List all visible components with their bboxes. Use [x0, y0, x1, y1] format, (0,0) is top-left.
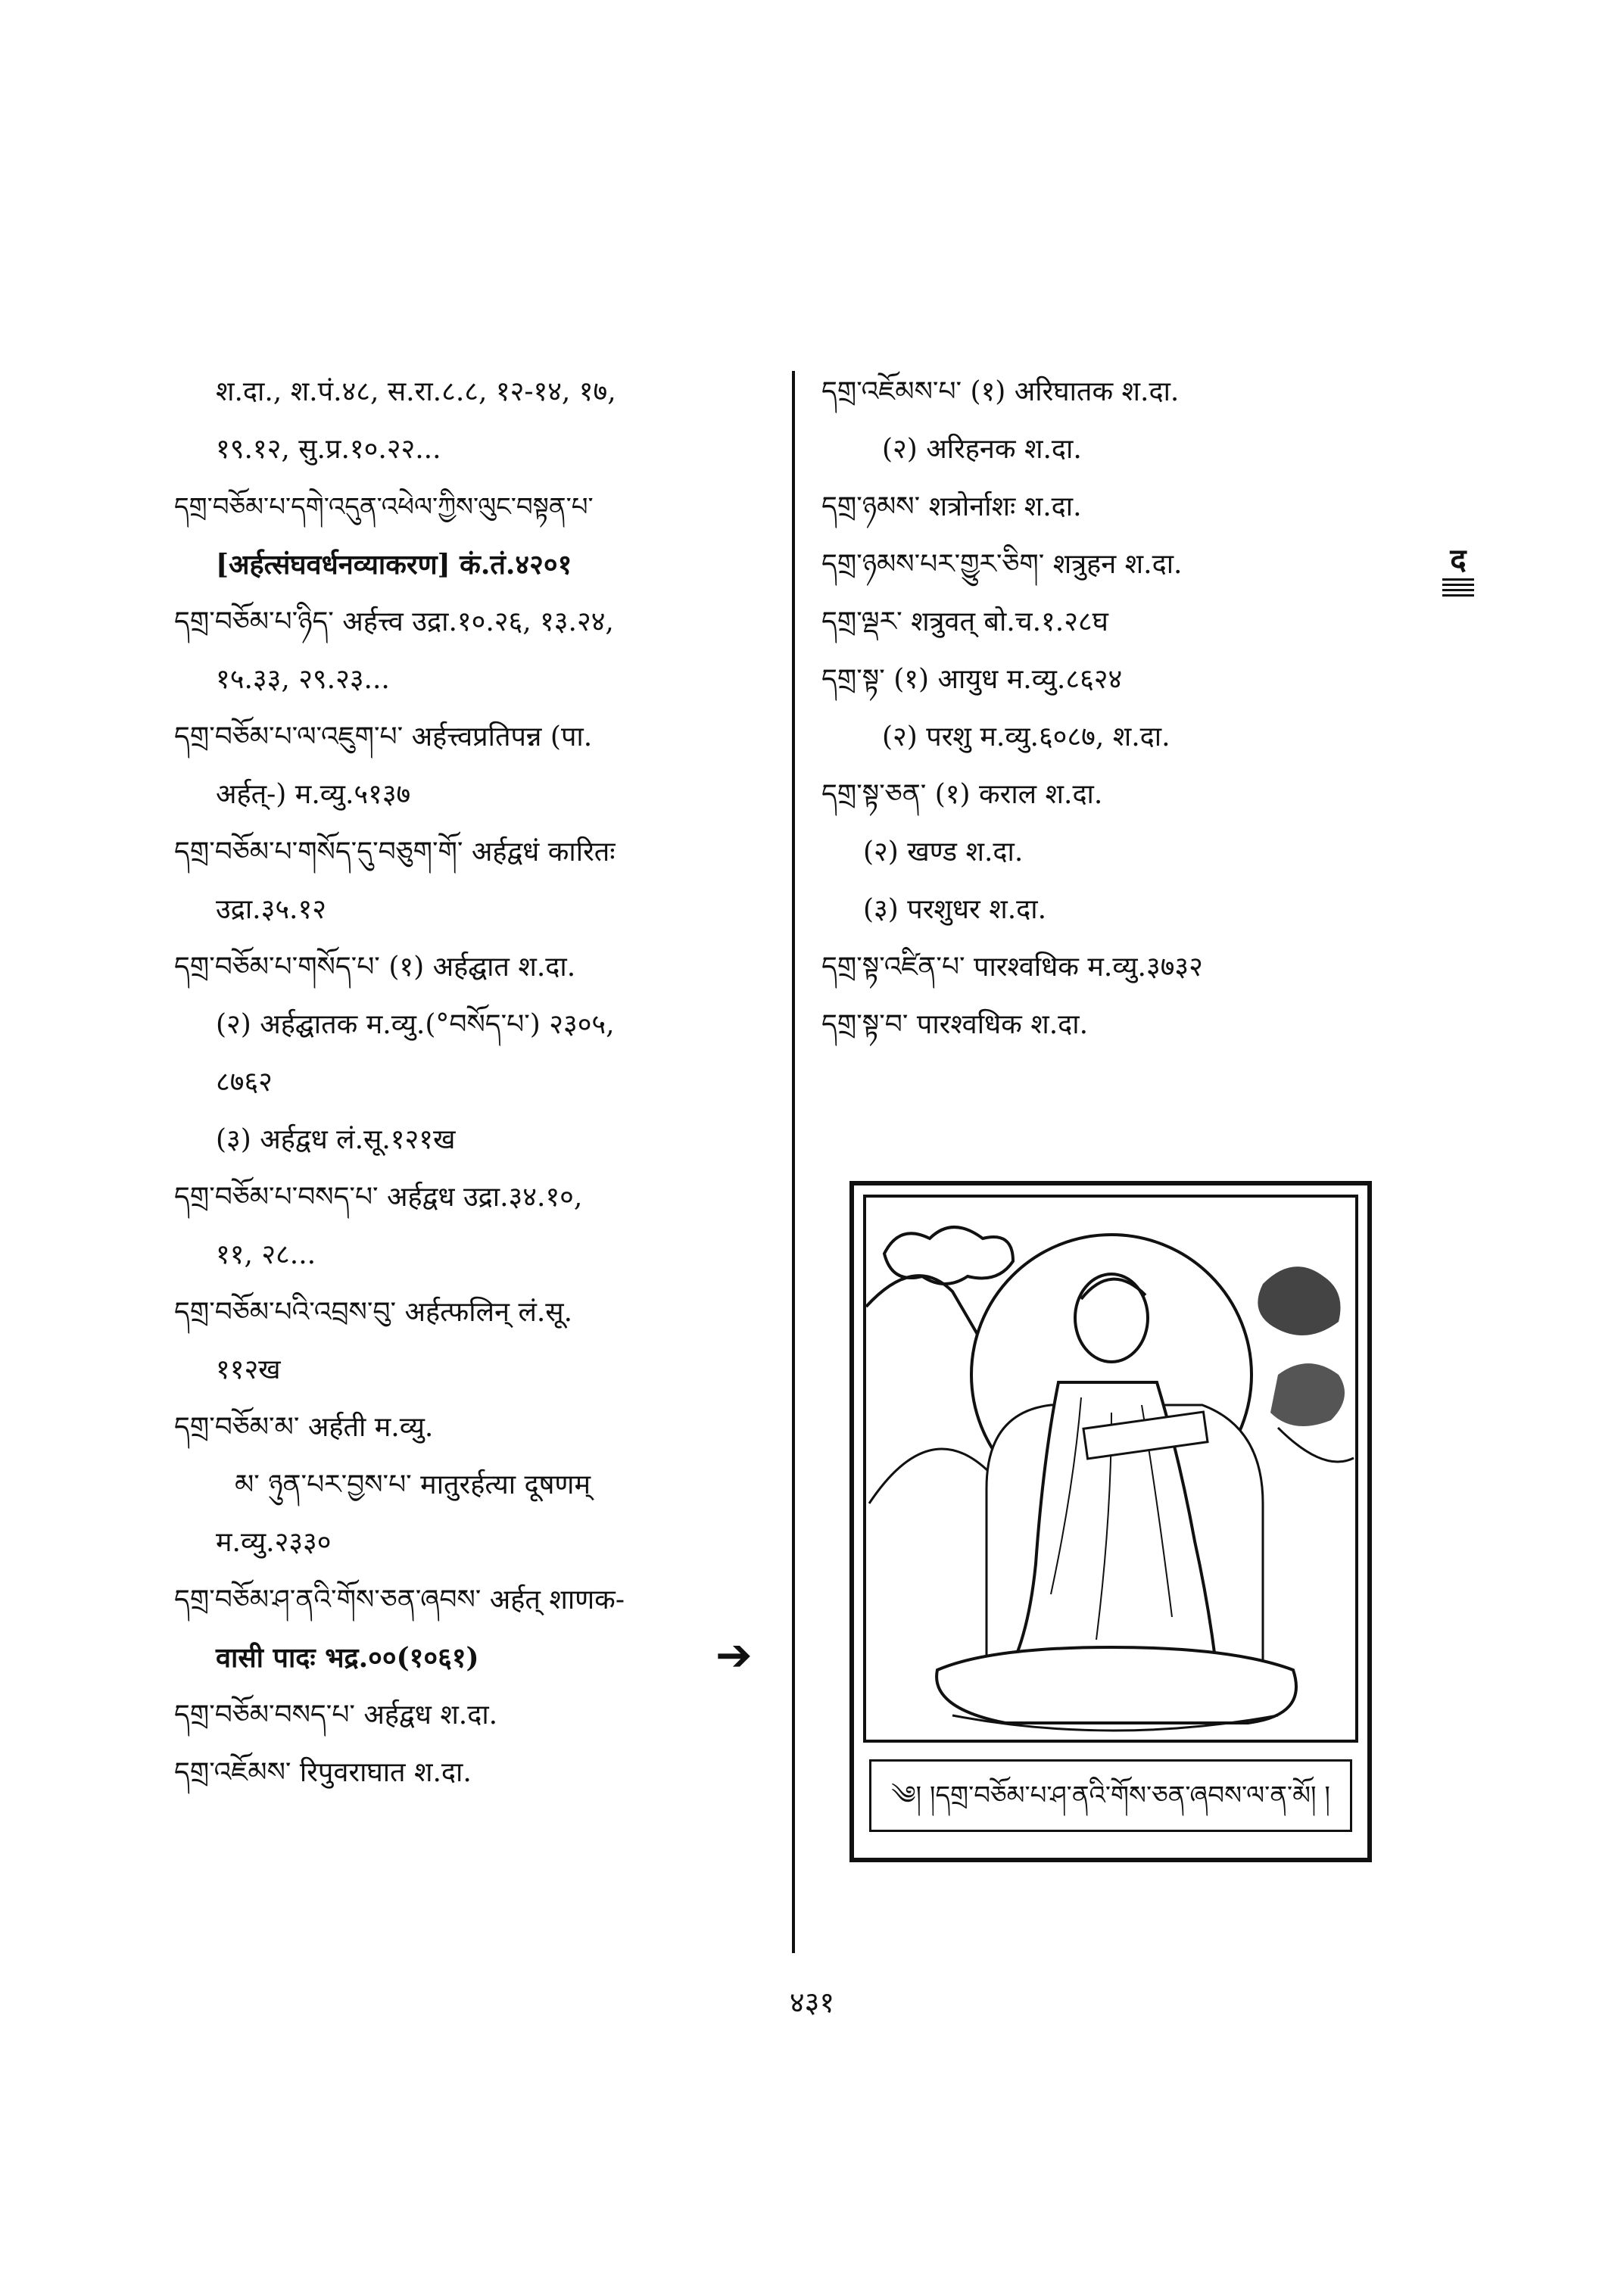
left-entry-line: དགྲ་བཅོམ་བསད་པ་ अर्हद्वध श.दा.	[174, 1699, 498, 1731]
left-entry-line: [अर्हत्संघवर्धनव्याकरण] कं.तं.४२०१	[216, 549, 572, 581]
left-entry-line: དགྲ་འཇོམས་ रिपुवराघात श.दा.	[174, 1757, 472, 1788]
right-entry-line: (३) परशुधर श.दा.	[863, 894, 1047, 925]
right-entry-line: དགྲ་ཉམས་པར་གྱུར་ཅིག་ शत्रुहन श.दा.	[821, 549, 1183, 580]
left-entry-line: अर्हत्-) म.व्यु.५१३७	[216, 779, 411, 810]
right-column	[821, 363, 1397, 1054]
left-entry-line: དགྲ་བཅོམ་པ་དགེ་འདུན་འཕེལ་ཀྱིས་ལུང་བསྟན་པ་	[174, 492, 594, 522]
right-entry-line: (२) अरिहनक श.दा.	[882, 434, 1082, 465]
left-entry-line: ८७६२	[216, 1067, 273, 1098]
left-entry-line: དགྲ་བཅོམ་པའི་འབྲས་བུ་ अर्हत्फलिन् लं.सू.	[174, 1297, 573, 1328]
section-tab	[1442, 542, 1474, 597]
left-column	[174, 363, 780, 1802]
left-entry-line: དགྲ་བཅོམ་པ་ཉིད་ अर्हत्त्व उद्रा.१०.२६, १३.२४,	[174, 606, 614, 637]
left-entry-line: ११२ख	[216, 1354, 281, 1385]
monk-woodcut	[854, 1185, 1367, 1858]
figure-illustration	[849, 1181, 1372, 1862]
left-entry-line: १५.३३, २९.२३...	[216, 664, 390, 695]
left-entry-line: (३) अर्हद्वध लं.सू.१२१ख	[216, 1124, 456, 1155]
page-number: ४३१	[789, 1986, 835, 2019]
right-entry-line: (२) खण्ड श.दा.	[863, 837, 1024, 868]
right-entry-line: (२) परशु म.व्यु.६०८७, श.दा.	[882, 721, 1170, 752]
left-entry-line: དགྲ་བཅོམ་མ་ अर्हती म.व्यु.	[174, 1412, 434, 1443]
right-entry-line: དགྲ་སྟ་ (१) आयुध म.व्यु.८६२४	[821, 664, 1123, 695]
left-entry-line: म.व्यु.२३३०	[216, 1527, 332, 1558]
left-entry-line: དགྲ་བཅོམ་པ་གསོད་དུ་བཅུག་གོ་ अर्हद्वधं कारितः	[174, 837, 616, 868]
left-entry-line: ११, २८...	[216, 1239, 316, 1270]
arrow-icon: ➔	[715, 1629, 753, 1681]
left-entry-line: १९.१२, सु.प्र.१०.२२...	[216, 434, 441, 465]
right-entry-line: དགྲ་ཉམས་ शत्रोर्नाशः श.दा.	[821, 491, 1082, 522]
column-divider	[792, 371, 795, 1953]
left-entry-line: མ་ ཉུན་པར་བྱས་པ་ मातुरर्हत्या दूषणम्	[235, 1469, 591, 1500]
left-entry-line: वासी पादः भद्र.००(१०६१)	[216, 1642, 479, 1674]
right-entry-line: དགྲ་སྟ་འཛིན་པ་ पारश्वधिक म.व्यु.३७३२	[821, 952, 1203, 983]
right-entry-line: དགྲ་འཇོམས་པ་ (१) अरिघातक श.दा.	[821, 376, 1180, 407]
left-entry-line: (२) अर्हद्घातक म.व्यु.(°བསོད་པ་) २३०५,	[216, 1009, 615, 1040]
left-entry-line: उद्रा.३५.१२	[216, 894, 326, 925]
figure-caption: ༄། །དགྲ་བཅོམ་པ་ཤ་ནའི་གོས་ཅན་ཞབས་ལ་ན་མོ། །	[869, 1759, 1352, 1832]
left-entry-line: དགྲ་བཅོམ་པ་ལ་འཇུག་པ་ अर्हत्त्वप्रतिपन्न (पा.	[174, 721, 593, 752]
left-entry-line: श.दा., श.पं.४८, स.रा.८.८, १२-१४, १७,	[216, 376, 616, 407]
section-letter: द	[1450, 542, 1467, 578]
right-entry-line: དགྲ་སྟ་ཅན་ (१) कराल श.दा.	[821, 779, 1103, 810]
left-entry-line: དགྲ་བཅོམ་པ་གསོད་པ་ (१) अर्हद्घात श.दा.	[174, 952, 576, 983]
left-entry-line: དགྲ་བཅོམ་པ་བསད་པ་ अर्हद्वध उद्रा.३४.१०,	[174, 1182, 583, 1213]
left-entry-line: དགྲ་བཅོམ་ཤ་ནའི་གོས་ཅན་ཞབས་ अर्हत् शाणक-	[174, 1584, 625, 1615]
right-entry-line: དགྲ་སྟ་བ་ पारश्वधिक श.दा.	[821, 1009, 1089, 1040]
right-entry-line: དགྲ་ལྡར་ शत्रुवत् बो.च.१.२८घ	[821, 606, 1108, 637]
